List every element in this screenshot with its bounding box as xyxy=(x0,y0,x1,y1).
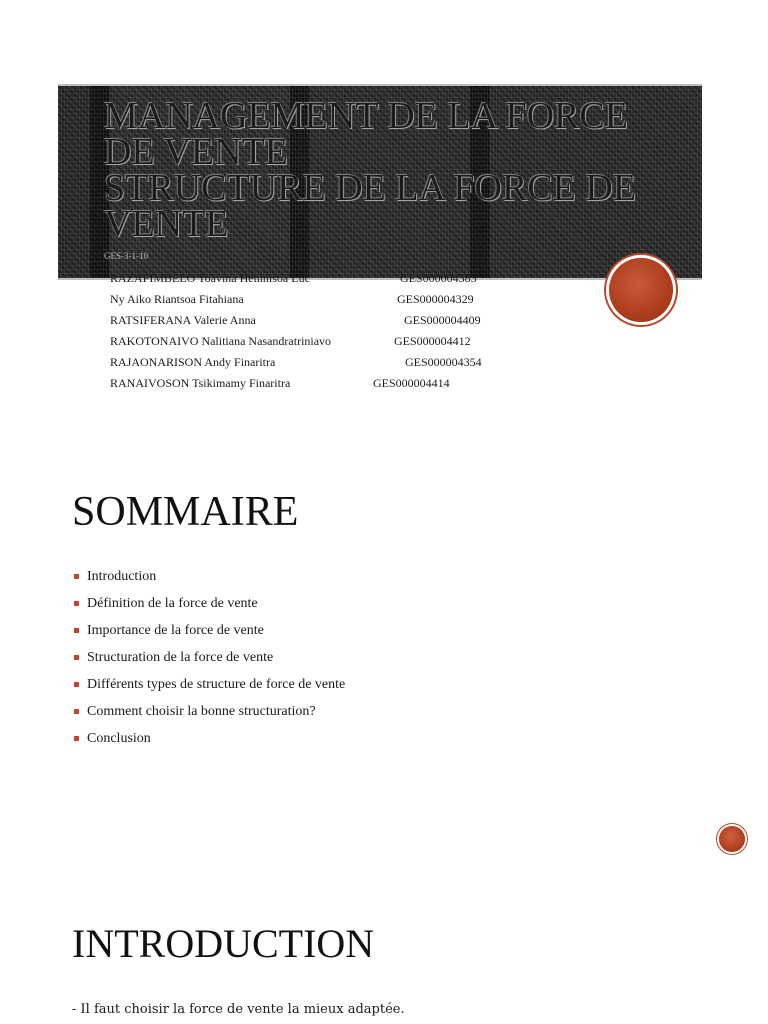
member-code: GES000004354 xyxy=(405,355,482,369)
square-bullet-icon xyxy=(74,601,79,606)
member-row xyxy=(110,352,530,373)
member-name: RANAIVOSON Tsikimamy Finaritra xyxy=(110,376,291,390)
square-bullet-icon xyxy=(74,709,79,714)
list-item-label: Différents types de structure de force de vente xyxy=(87,677,346,692)
list-item-label: Structuration de la force de vente xyxy=(87,650,274,665)
member-name: RAZAFIMBELO Toavina Heninisoa Luc xyxy=(110,271,310,285)
summary-heading: SOMMAIRE xyxy=(72,489,299,535)
member-name: RAJAONARISON Andy Finaritra xyxy=(110,355,276,369)
introduction-text: - Il faut choisir la force de vente la mieux adaptée. xyxy=(72,1002,405,1017)
decorative-circle xyxy=(609,258,673,322)
list-item-label: Définition de la force de vente xyxy=(87,596,258,611)
presentation-title xyxy=(104,95,684,245)
introduction-heading: INTRODUCTION xyxy=(72,921,375,966)
member-code: GES000004414 xyxy=(373,376,450,390)
square-bullet-icon xyxy=(74,574,79,579)
member-row xyxy=(110,331,530,352)
member-row xyxy=(110,310,530,331)
introduction-slide xyxy=(0,880,768,1024)
square-bullet-icon xyxy=(74,682,79,687)
list-item xyxy=(72,702,345,729)
list-item xyxy=(72,621,345,648)
member-code: GES000004383 xyxy=(400,271,477,285)
title-banner xyxy=(58,84,702,280)
member-name: Ny Aiko Riantsoa Fitahiana xyxy=(110,292,244,306)
title-line: STRUCTURE DE LA FORCE DE xyxy=(104,167,637,209)
summary-slide xyxy=(0,440,768,880)
list-item-label: Conclusion xyxy=(87,731,151,746)
title-slide xyxy=(0,0,768,440)
title-line: VENTE xyxy=(104,203,229,245)
summary-list xyxy=(72,567,345,756)
square-bullet-icon xyxy=(74,655,79,660)
title-line: MANAGEMENT DE LA FORCE xyxy=(104,95,628,137)
member-row xyxy=(110,373,530,394)
list-item-label: Comment choisir la bonne structuration? xyxy=(87,704,316,719)
list-item-label: Importance de la force de vente xyxy=(87,623,264,638)
group-label: GES-3-1-10 xyxy=(104,251,148,261)
list-item xyxy=(72,675,345,702)
member-name: RAKOTONAIVO Nalitiana Nasandratriniavo xyxy=(110,334,332,348)
decorative-circle xyxy=(719,826,745,852)
title-line: DE VENTE xyxy=(104,131,288,173)
list-item-label: Introduction xyxy=(87,569,157,584)
member-code: GES000004329 xyxy=(397,292,474,306)
square-bullet-icon xyxy=(74,736,79,741)
member-code: GES000004409 xyxy=(404,313,481,327)
list-item xyxy=(72,567,345,594)
member-code: GES000004412 xyxy=(394,334,471,348)
member-row xyxy=(110,289,530,310)
list-item xyxy=(72,648,345,675)
list-item xyxy=(72,594,345,621)
member-name: RATSIFERANA Valerie Anna xyxy=(110,313,256,327)
list-item xyxy=(72,729,345,756)
square-bullet-icon xyxy=(74,628,79,633)
member-list xyxy=(110,268,530,394)
member-row xyxy=(110,268,530,289)
